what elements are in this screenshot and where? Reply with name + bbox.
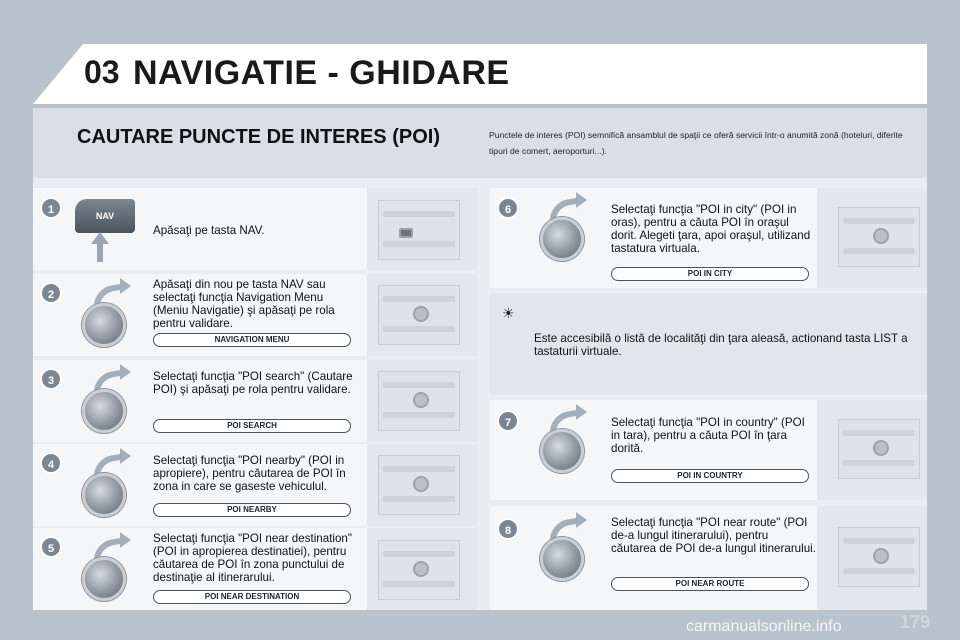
rotate-arrow-tip [576, 192, 587, 208]
step-number: 7 [497, 410, 519, 432]
rotate-arrow-tip [120, 448, 131, 464]
step-number: 8 [497, 518, 519, 540]
info-text: Este accesibilă o listă de localităţi din ţara aleasă, actionand tasta LIST a tastaturii virtuale. [534, 332, 908, 358]
step-number: 4 [40, 452, 62, 474]
rotary-knob-icon [82, 389, 126, 433]
step-text: Apăsaţi pe tasta NAV. [153, 224, 265, 237]
watermark: carmanualsonline.info [686, 618, 842, 635]
step-text: Selectaţi funcţia "POI search" (Cautare POI) şi apăsaţi pe rola pentru validare. [153, 370, 353, 396]
function-label: POI IN CITY [611, 267, 809, 281]
step-text: Selectaţi funcţia "POI in city" (POI in oras), pentru a căuta POI în oraşul dorit. Alegeti ţara, apoi oraşul, utilizand tastatura virtuala. [611, 203, 811, 255]
section-intro: Punctele de interes (POI) semnifică ansamblul de spaţii ce oferă servicii într-o anumită zonă (hoteluri, diferite tipuri de comert, aeroporturi...). [489, 130, 903, 156]
rotate-arrow-tip [576, 512, 587, 528]
step-text: Selectaţi funcţia "POI nearby" (POI in apropiere), pentru căutarea de POI în zona in care se gaseste vehiculul. [153, 454, 346, 493]
radio-panel-icon [378, 371, 460, 431]
nav-key-icon: NAV [75, 199, 135, 233]
radio-panel-icon [378, 200, 460, 260]
function-label: POI SEARCH [153, 419, 351, 433]
step-text: Selectaţi funcţia "POI near route" (POI de-a lungul itinerarului), pentru căutarea de POI de-a lungul itinerarului. [611, 516, 816, 555]
rotate-arrow-tip [576, 404, 587, 420]
function-label: POI NEARBY [153, 503, 351, 517]
function-label: NAVIGATION MENU [153, 333, 351, 347]
page-number: 179 [900, 612, 931, 632]
rotate-arrow-tip [120, 278, 131, 294]
press-arrow-icon [91, 232, 109, 244]
section-title: CAUTARE PUNCTE DE INTERES (POI) [77, 126, 440, 148]
step-text: Apăsaţi din nou pe tasta NAV sau selectaţi funcţia Navigation Menu (Meniu Navigatie) şi apăsaţi pe rola pentru validare. [153, 278, 335, 330]
tip-sun-icon: ☀ [502, 305, 515, 321]
chapter-number: 03 [84, 54, 120, 90]
radio-panel-icon [378, 455, 460, 515]
rotary-knob-icon [540, 537, 584, 581]
radio-panel-icon [838, 207, 920, 267]
rotary-knob-icon [82, 557, 126, 601]
step-number: 5 [40, 536, 62, 558]
step-number: 6 [497, 197, 519, 219]
step-text: Selectaţi funcţia "POI near destination" (POI in apropierea destinatiei), pentru căutarea de POI în zona punctului de destinaţie al itinerarului. [153, 532, 352, 584]
radio-panel-icon [378, 285, 460, 345]
rotary-knob-icon [82, 303, 126, 347]
radio-panel-icon [378, 540, 460, 600]
step-number: 1 [40, 197, 62, 219]
step-number: 2 [40, 282, 62, 304]
rotate-arrow-tip [120, 532, 131, 548]
rotary-knob-icon [540, 217, 584, 261]
radio-panel-icon [838, 527, 920, 587]
function-label: POI IN COUNTRY [611, 469, 809, 483]
step-number: 3 [40, 368, 62, 390]
step-text: Selectaţi funcţia "POI in country" (POI in tara), pentru a căuta POI în ţara dorită. [611, 416, 805, 455]
header-corner-fold [33, 44, 83, 104]
radio-panel-icon [838, 419, 920, 479]
press-arrow-stem [97, 244, 103, 262]
rotary-knob-icon [540, 429, 584, 473]
page-title: NAVIGATIE - GHIDARE [133, 54, 510, 92]
function-label: POI NEAR ROUTE [611, 577, 809, 591]
rotate-arrow-tip [120, 364, 131, 380]
rotary-knob-icon [82, 473, 126, 517]
function-label: POI NEAR DESTINATION [153, 590, 351, 604]
